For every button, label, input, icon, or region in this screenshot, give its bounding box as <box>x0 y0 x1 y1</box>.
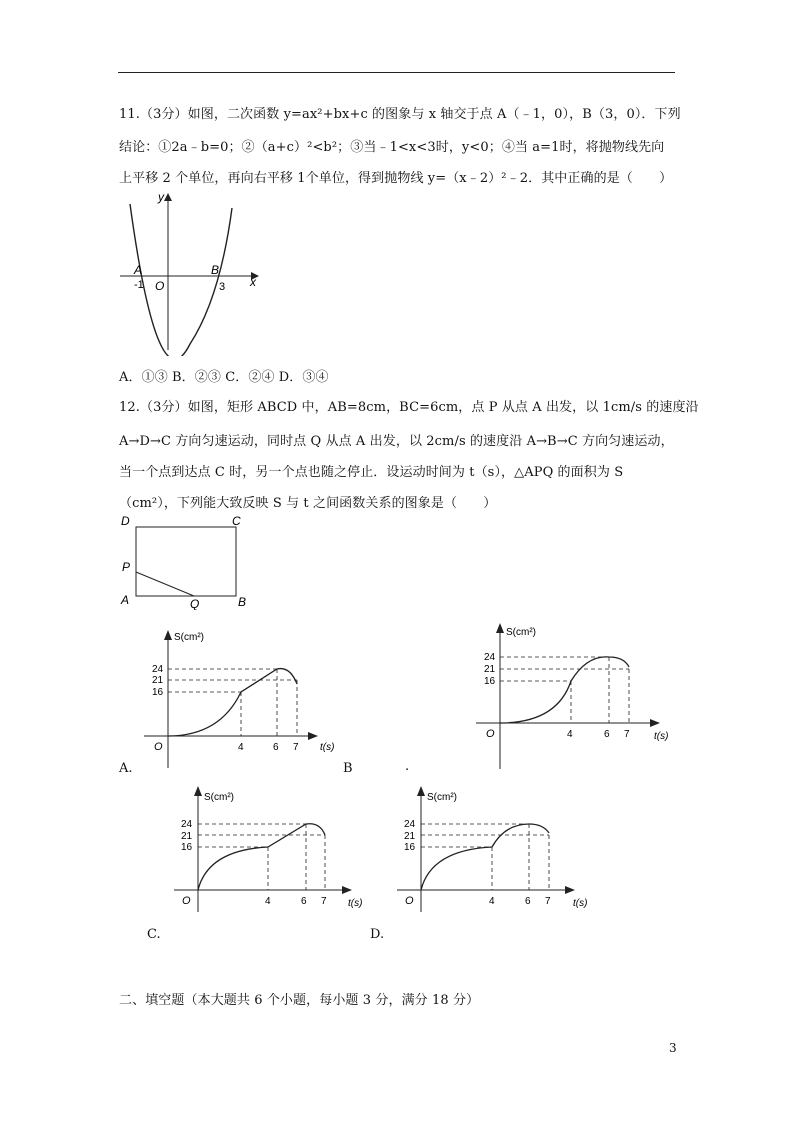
graph-c-origin: O <box>182 895 191 907</box>
parabola-figure <box>118 188 268 356</box>
graph-c-y21: 21 <box>181 831 193 842</box>
graph-a-origin: O <box>154 741 163 753</box>
graph-b-xlabel: t(s) <box>654 731 669 742</box>
graph-c-x6: 6 <box>301 896 307 907</box>
point-b-label: B <box>211 263 220 277</box>
header-rule <box>118 72 675 73</box>
graph-c-y16: 16 <box>181 842 193 853</box>
graph-c-xlabel: t(s) <box>348 898 363 909</box>
graph-b-y24: 24 <box>484 652 496 663</box>
q11-line-2: 结论：①2a﹣b=0；②（a+c）²<b²；③当﹣1<x<3时，y<0；④当 a=1时，将抛物线先向 <box>119 140 665 155</box>
q11-line-3: 上平移 2 个单位，再向右平移 1个单位，得到抛物线 y=（x﹣2）²﹣2．其中正确的是（ ） <box>119 171 673 186</box>
graph-b-x7: 7 <box>624 729 630 740</box>
tick-3: 3 <box>219 281 226 293</box>
q12-line-4: （cm²），下列能大致反映 S 与 t 之间函数关系的图象是（ ） <box>119 496 497 511</box>
graph-a-y21: 21 <box>152 675 164 686</box>
origin-label: O <box>155 279 165 293</box>
point-q-label: Q <box>190 597 200 610</box>
graph-a-y16: 16 <box>152 687 164 698</box>
option-b-label: B <box>343 761 353 776</box>
graph-d-x6: 6 <box>525 896 531 907</box>
graph-d-y21: 21 <box>404 831 416 842</box>
graph-d-y24: 24 <box>404 819 416 830</box>
q12-line-3: 当一个点到达点 C 时，另一个点也随之停止．设运动时间为 t（s），△APQ 的面积为 S <box>119 465 624 480</box>
q12-line-1: 12.（3分）如图，矩形 ABCD 中，AB=8cm，BC=6cm，点 P 从点 A 出发，以 1cm/s 的速度沿 <box>119 400 699 415</box>
option-c-label: C. <box>147 927 161 942</box>
graph-c-y24: 24 <box>181 819 193 830</box>
graph-c-x7: 7 <box>321 896 327 907</box>
graph-c-ylabel: S(cm²) <box>204 792 234 803</box>
option-a-label: A. <box>119 761 133 776</box>
section-2-heading: 二、填空题（本大题共 6 个小题，每小题 3 分，满分 18 分） <box>119 993 480 1008</box>
graph-b-y21: 21 <box>484 664 496 675</box>
graph-d-origin: O <box>405 895 414 907</box>
y-axis-label: y <box>158 190 164 204</box>
graph-a-y24: 24 <box>152 664 164 675</box>
graph-a-curve <box>168 669 297 736</box>
parabola-curve <box>130 204 232 356</box>
graph-a-frame <box>144 630 334 768</box>
graph-b-curve <box>500 657 629 723</box>
graph-a-xlabel: t(s) <box>320 742 335 753</box>
option-b-dot: . <box>405 759 410 774</box>
graph-option-d <box>393 784 603 914</box>
graph-a-x4: 4 <box>238 742 244 753</box>
x-axis-label: x <box>250 275 256 289</box>
point-p-label: P <box>122 560 131 574</box>
graph-option-a <box>140 628 350 773</box>
graph-d-y16: 16 <box>404 842 416 853</box>
graph-a-ylabel: S(cm²) <box>174 632 204 643</box>
rectangle-abcd <box>136 527 236 596</box>
q11-choices: A．①③ B．②③ C．②④ D．③④ <box>119 370 329 385</box>
graph-b-ylabel: S(cm²) <box>506 627 536 638</box>
graph-d-x4: 4 <box>489 896 495 907</box>
q12-line-2: A→D→C 方向匀速运动，同时点 Q 从点 A 出发，以 2cm/s 的速度沿 A→B→C 方向匀速运动， <box>119 434 674 449</box>
graph-b-x6: 6 <box>604 729 610 740</box>
vertex-d-label: D <box>121 514 130 528</box>
segment-pq <box>136 572 194 596</box>
vertex-c-label: C <box>232 514 241 528</box>
graph-d-x7: 7 <box>545 896 551 907</box>
graph-option-c <box>170 784 370 914</box>
graph-c-x4: 4 <box>265 896 271 907</box>
graph-d-ylabel: S(cm²) <box>427 792 457 803</box>
graph-b-origin: O <box>486 728 495 740</box>
graph-b-x4: 4 <box>567 729 573 740</box>
graph-a-x7: 7 <box>293 742 299 753</box>
graph-a-x6: 6 <box>273 742 279 753</box>
vertex-a-label: A <box>121 593 130 607</box>
graph-option-b <box>472 621 682 773</box>
graph-b-y16: 16 <box>484 676 496 687</box>
tick-minus-1: -1 <box>134 279 144 291</box>
graph-d-curve <box>421 824 549 890</box>
graph-d-xlabel: t(s) <box>573 898 588 909</box>
q11-line-1: 11.（3分）如图，二次函数 y=ax²+bx+c 的图象与 x 轴交于点 A（﹣1，0），B（3，0）．下列 <box>119 107 681 122</box>
option-d-label: D. <box>370 927 385 942</box>
vertex-b-label: B <box>238 595 247 609</box>
rectangle-figure <box>116 510 266 610</box>
page-number: 3 <box>669 1041 677 1055</box>
point-a-label: A <box>134 263 143 277</box>
